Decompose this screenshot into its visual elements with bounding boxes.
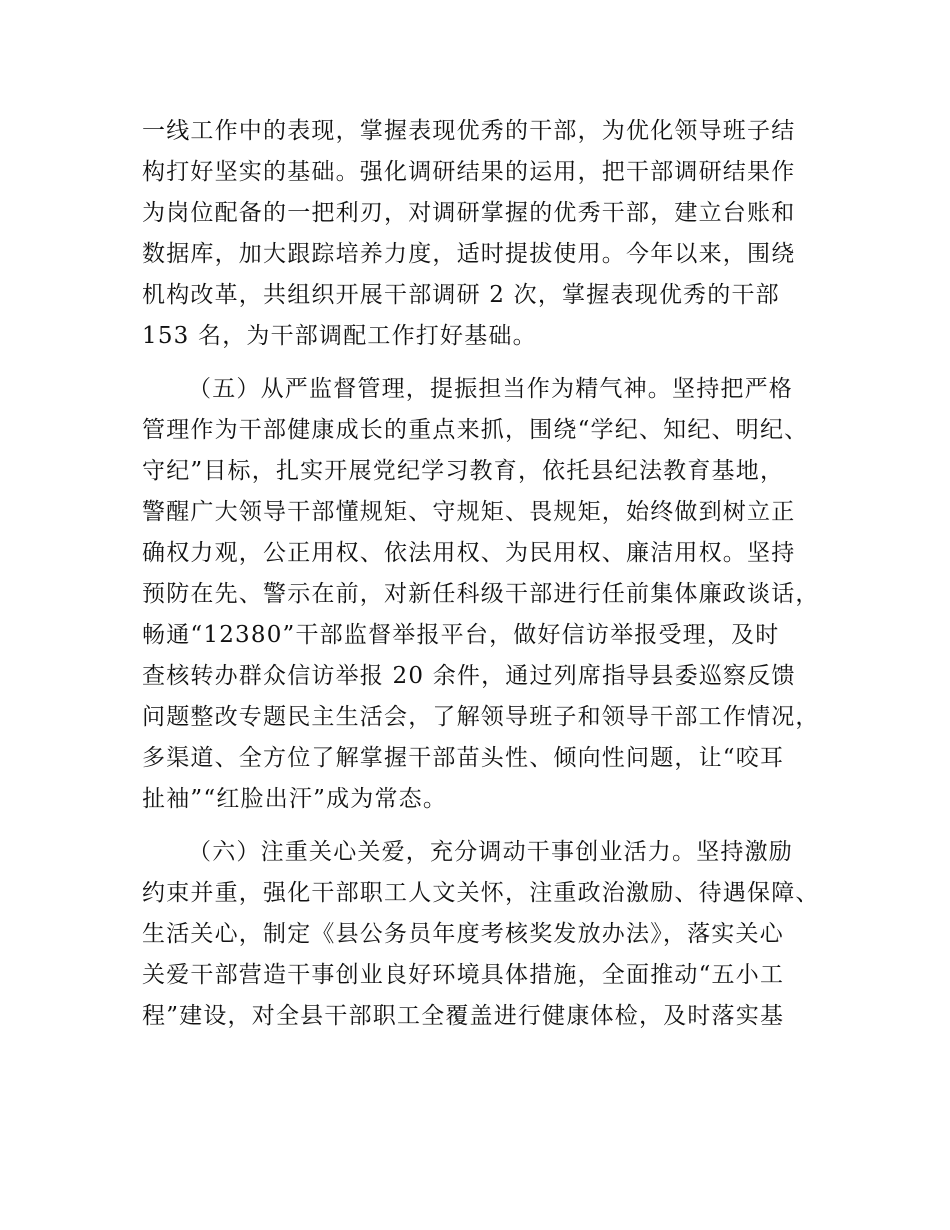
text-line: 预防在先、警示在前，对新任科级干部进行任前集体廉政谈话，	[142, 581, 820, 607]
text-line: 警醒广大领导干部懂规矩、守规矩、畏规矩，始终做到树立正	[142, 499, 796, 525]
text-line: 查核转办群众信访举报 20 余件，通过列席指导县委巡察反馈	[142, 663, 796, 689]
text-line: 为岗位配备的一把利刃，对调研掌握的优秀干部，建立台账和	[142, 200, 796, 226]
section-heading-six: （六）注重关心关爱，充分调动干事创业活力。坚持激励	[188, 839, 793, 865]
text-line: 关爱干部营造干事创业良好环境具体措施，全面推动“五小工	[142, 962, 785, 988]
text-line: 问题整改专题民主生活会，了解领导班子和领导干部工作情况，	[142, 704, 820, 730]
text-line: 畅通“12380”干部监督举报平台，做好信访举报受理，及时	[142, 622, 780, 648]
text-line: 管理作为干部健康成长的重点来抓，围绕“学纪、知纪、明纪、	[142, 417, 809, 443]
text-line: 数据库，加大跟踪培养力度，适时提拔使用。今年以来，围绕	[142, 241, 796, 267]
text-line: 程”建设，对全县干部职工全覆盖进行健康体检，及时落实基	[142, 1003, 785, 1029]
text-line: 确权力观，公正用权、依法用权、为民用权、廉洁用权。坚持	[142, 540, 796, 566]
text-line: 构打好坚实的基础。强化调研结果的运用，把干部调研结果作	[142, 159, 796, 185]
text-line: 生活关心，制定《县公务员年度考核奖发放办法》，落实关心	[142, 921, 784, 947]
text-line: 多渠道、全方位了解掌握干部苗头性、倾向性问题，让“咬耳	[142, 745, 785, 771]
text-line: 153 名，为干部调配工作打好基础。	[142, 323, 537, 349]
text-line: 扯袖”“红脸出汗”成为常态。	[142, 786, 448, 812]
text-line: 一线工作中的表现，掌握表现优秀的干部，为优化领导班子结	[142, 118, 796, 144]
text-line: 守纪”目标，扎实开展党纪学习教育，依托县纪法教育基地，	[142, 458, 785, 484]
text-line: 机构改革，共组织开展干部调研 2 次，掌握表现优秀的干部	[142, 282, 780, 308]
section-heading-five: （五）从严监督管理，提振担当作为精气神。坚持把严格	[188, 376, 793, 402]
text-line: 约束并重，强化干部职工人文关怀，注重政治激励、待遇保障、	[142, 880, 820, 906]
